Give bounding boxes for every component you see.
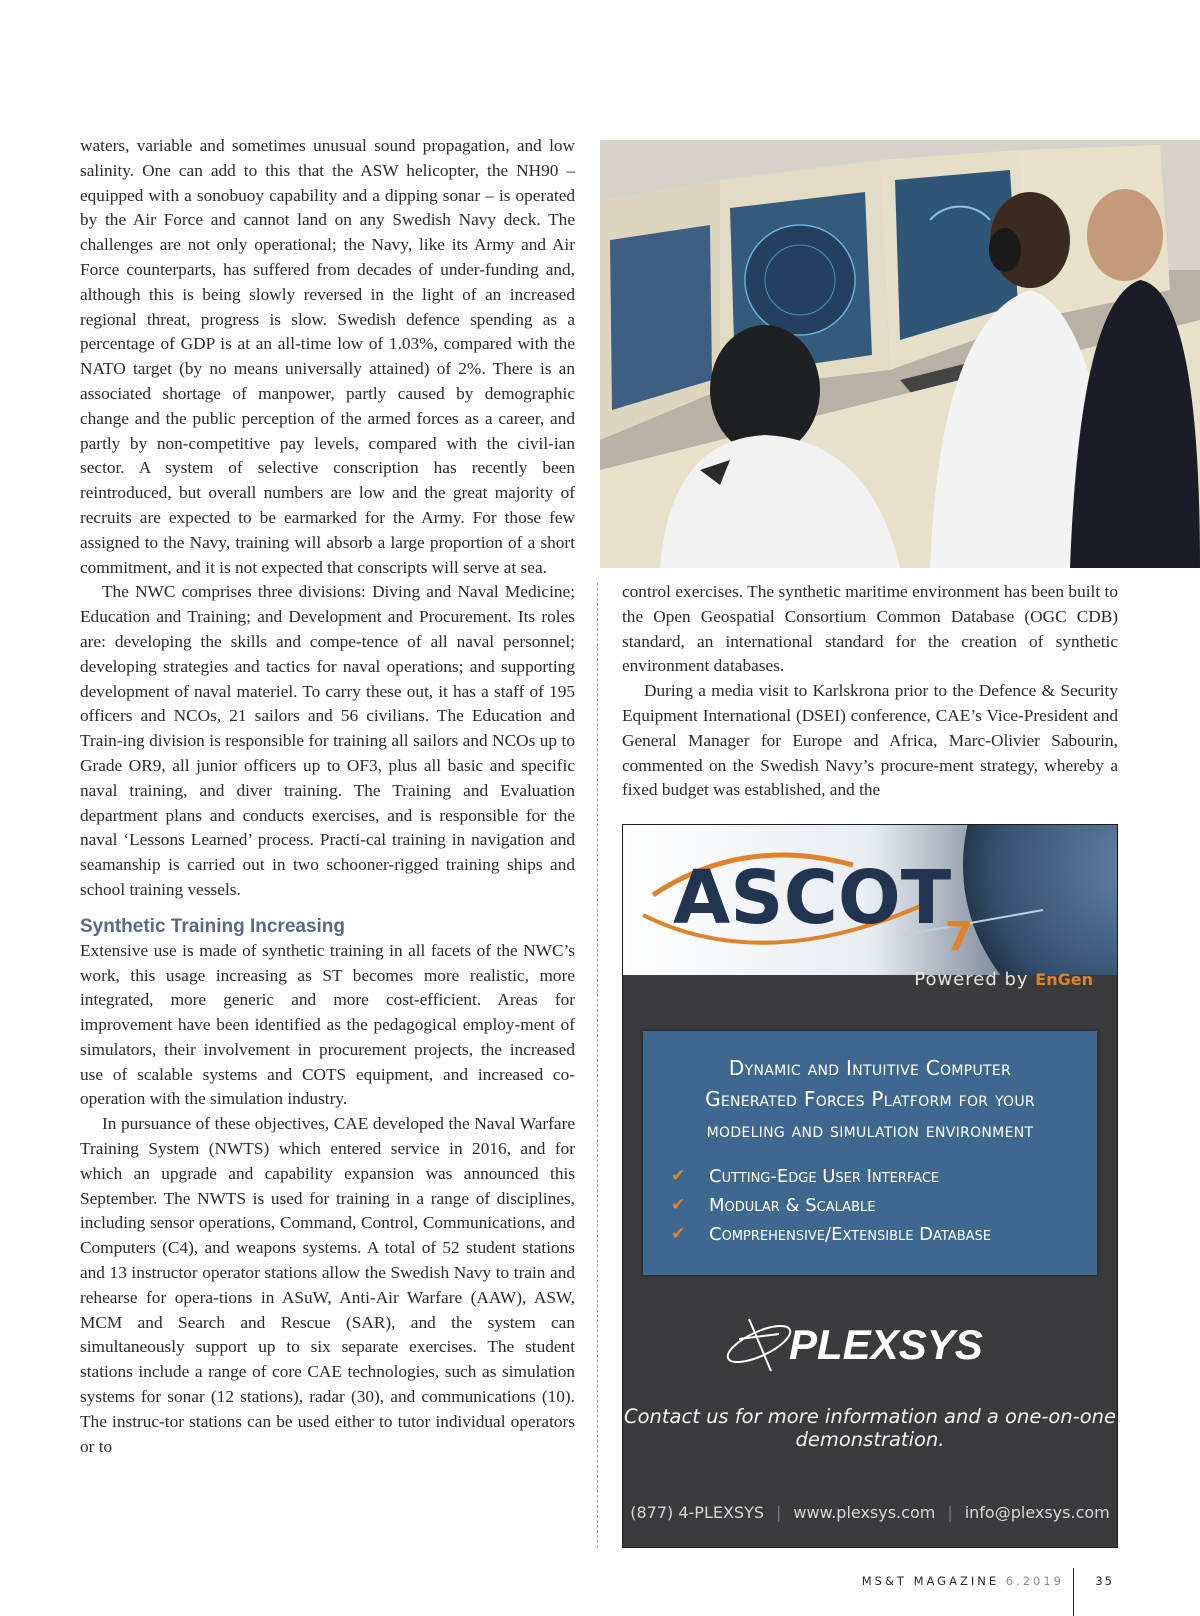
feature-label: Modular & Scalable [709,1195,876,1216]
left-column [80,134,575,1459]
feature-item [671,1191,1097,1220]
phone-number[interactable]: (877) 4-PLEXSYS [630,1503,765,1522]
ascot-logo: ASCOT [673,855,952,941]
page-number: 35 [1095,1574,1114,1588]
check-icon: ✔ [671,1224,686,1244]
ascot-version: 7 [945,914,973,960]
contact-line: Contact us for more information and a one-on-one [624,1405,1116,1428]
right-column [622,580,1118,803]
separator: | [947,1503,953,1522]
body-paragraph: In pursuance of these objectives, CAE developed the Naval Warfare Training System (NWTS) which entered service in 2016, and for which an upgrade and capability expansion was announced this September. The NWTS is used for training in a range of disciplines, including sensor operations, Command, Control, Communications, and Computers (C4), and weapons systems. A total of 52 student stations and 13 instructor operator stations allow the Swedish Navy to train and rehearse for opera-tions in ASuW, Anti-Air Warfare (AAW), ASW, MCM and Search and Rescue (SAR), and the system can simultaneously support up to six separate exercises. The student stations include a range of core CAE technologies, such as simulation systems for sonar (12 stations), radar (30), and communications (10). The instruc-tor stations can be used either to tutor individual operators or to [80,1114,575,1456]
ascot-banner [623,825,1117,975]
feature-item [671,1220,1097,1249]
powered-by-label: Powered by [914,969,1029,990]
website-link[interactable]: www.plexsys.com [793,1503,936,1522]
plexsys-advert[interactable] [622,824,1118,1548]
footer-publication [862,1574,1064,1588]
magazine-name: MS&T MAGAZINE [861,1574,1000,1588]
section-subhead: Synthetic Training Increasing [80,915,346,937]
body-paragraph: waters, variable and sometimes unusual sound propagation, and low salinity. One can add to this that the ASW helicopter, the NH90 – equipped with a sonobuoy capability and a dipping sonar – is operated by the Air Force and cannot land on any Swedish Navy deck. The challenges are not only operational; the Navy, like its Army and Air Force counterparts, has suffered from decades of under-funding and, although this is being slowly reversed in the light of an increased regional threat, progress is slow. Swedish defence spending as a percentage of GDP is at an all-time low of 1.03%, compared with the NATO target (by no means universally attained) of 2%. There is an associated shortage of manpower, partly caused by demographic change and the public perception of the armed forces as a career, and partly by non-competitive pay levels, compared with the civil-ian sector. A system of selective conscription has recently been reintroduced, but overall numbers are low and the great majority of recruits are expected to be earmarked for the Army. For those few assigned to the Navy, training will absorb a large proportion of a short commitment, and it is not expected that conscripts will serve at sea. [80,136,575,577]
footer-rule [1073,1568,1074,1616]
plexsys-wordmark: PLEXSYS [789,1321,983,1368]
headline-line: Generated Forces Platform for your [705,1087,1035,1111]
issue-date: 6.2019 [1005,1574,1064,1588]
email-link[interactable]: info@plexsys.com [964,1503,1110,1522]
body-paragraph: The NWC comprises three divisions: Diving and Naval Medicine; Education and Training; and Development and Procurement. Its roles are: developing the skills and compe-tence of all naval personnel; developing strategies and tactics for naval operations; and supporting development of naval materiel. To carry these out, it has a staff of 195 officers and NCOs, 21 sailors and 56 civilians. The Education and Train-ing division is responsible for training all sailors and NCOs up to Grade OR9, all junior officers up to OF3, plus all basic and specific naval training, and diver training. The Training and Evaluation department plans and conducts exercises, and is responsible for the naval ‘Lessons Learned’ process. Practi-cal training in navigation and seamanship is carried out in two schooner-rigged training ships and school training vessels. [80,582,575,899]
article-photo [600,140,1200,568]
powered-by [914,969,1093,990]
contact-message [623,1405,1117,1451]
check-icon: ✔ [671,1166,686,1186]
contact-details [623,1503,1117,1522]
feature-label: Comprehensive/Extensible Database [709,1224,992,1245]
ad-headline [653,1053,1087,1146]
plexsys-logo [719,1309,1019,1379]
feature-panel [643,1031,1097,1275]
contact-line: demonstration. [795,1428,945,1451]
engen-logo: EnGen [1035,970,1093,989]
headline-line: modeling and simulation environment [706,1118,1034,1142]
feature-label: Cutting-Edge User Interface [709,1166,940,1187]
column-divider [597,583,598,1548]
headline-line: Dynamic and Intuitive Computer [728,1056,1012,1080]
separator: | [776,1503,782,1522]
page-footer [800,1568,1200,1608]
body-paragraph: Extensive use is made of synthetic training in all facets of the NWC’s work, this usage increasing as ST becomes more realistic, more integrated, more generic and more cost-efficient. Areas for improvement have been identified as the pedagogical employ-ment of simulators, their involvement in procurement projects, the increased use of scalable systems and COTS equipment, and increased co-operation with the simulation industry. [80,940,575,1109]
check-icon: ✔ [671,1195,686,1215]
feature-item [671,1162,1097,1191]
body-paragraph: During a media visit to Karlskrona prior to the Defence & Security Equipment International (DSEI) conference, CAE’s Vice-President and General Manager for Europe and Africa, Marc-Olivier Sabourin, commented on the Swedish Navy’s procure-ment strategy, whereby a fixed budget was established, and the [622,681,1118,800]
feature-list [671,1162,1097,1249]
body-paragraph: control exercises. The synthetic maritime environment has been built to the Open Geospatial Consortium Common Database (OGC CDB) standard, an international standard for the creation of synthetic environment databases. [622,582,1118,676]
